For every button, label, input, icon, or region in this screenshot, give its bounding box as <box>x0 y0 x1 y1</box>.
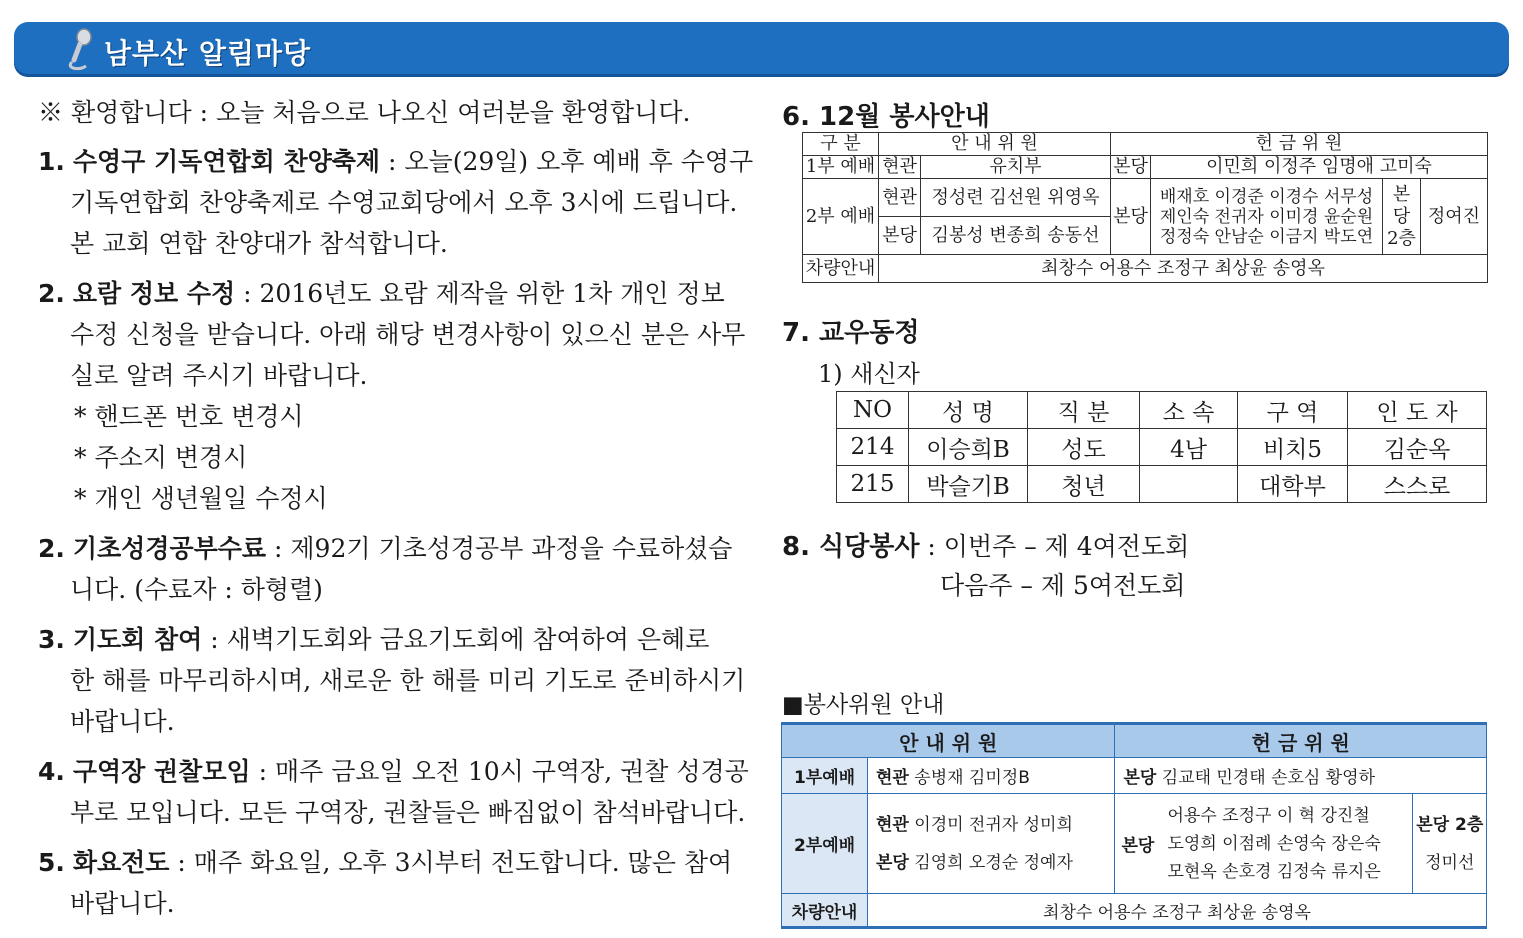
table-row-label: 차량안내 <box>782 894 868 928</box>
item-separator: : <box>380 147 405 176</box>
table-cell: 김봉성 변종희 송동선 <box>921 217 1111 255</box>
table-cell: 본당 <box>1111 179 1151 255</box>
volunteer-title: ■봉사위원 안내 <box>782 692 945 718</box>
table-cell: 현관 송병재 김미정B <box>868 758 1115 794</box>
table-header: 헌 금 위 원 <box>1111 133 1488 156</box>
table-cell: 4남 <box>1140 429 1238 466</box>
table-cell: 이승희B <box>909 429 1028 466</box>
table-cell: 본당 <box>1111 156 1151 179</box>
left-column <box>38 92 753 933</box>
item-separator: : <box>202 625 227 654</box>
new-members-table <box>836 391 1487 503</box>
table-cell: 현관 <box>879 179 921 217</box>
item-sub-bullet: * 주소지 변경시 <box>74 443 248 472</box>
table-cell: 2부 예배 <box>803 179 879 255</box>
item-text: 제92기 기초성경공부 과정을 수료하셨습 <box>290 534 733 563</box>
table-cell: 스스로 <box>1348 466 1487 503</box>
item-text: 매주 금요일 오전 10시 구역장, 권찰 성경공 <box>274 757 749 786</box>
item-separator: : <box>169 848 194 877</box>
item-heading: 화요전도 <box>72 848 170 877</box>
item-heading: 기초성경공부수료 <box>72 534 267 563</box>
table-header: 구 분 <box>803 133 879 156</box>
item-number: 2. <box>38 279 65 308</box>
header-title: 남부산 알림마당 <box>104 37 312 70</box>
item-number: 2. <box>38 534 65 563</box>
table-cell: 현관 이경미 전귀자 성미희 본당 김영희 오경순 정예자 <box>868 794 1115 894</box>
section-8 <box>782 526 1189 563</box>
section-8-line: : 이번주 – 제 4여전도회 <box>919 532 1190 561</box>
table-header: 안 내 위 원 <box>782 724 1115 758</box>
notice-item <box>38 619 753 742</box>
table-cell: 본당 김교태 민경태 손호심 황영하 <box>1115 758 1487 794</box>
item-separator: : <box>266 534 291 563</box>
notice-item <box>38 751 753 833</box>
table-cell: 본당 어용수 조정구 이 혁 강진철 도영희 이점례 손영숙 장은숙 모현옥 손호경 김정숙 류지은 <box>1115 794 1413 894</box>
table-header: 헌 금 위 원 <box>1115 724 1487 758</box>
item-separator: : <box>235 279 260 308</box>
section-8-line-2: 다음주 – 제 5여전도회 <box>940 571 1186 600</box>
table-cell-line: 정정숙 안남순 이금지 박도연 <box>1159 226 1374 247</box>
table-cell: 비치5 <box>1238 429 1348 466</box>
table-cell <box>1140 466 1238 503</box>
notice-item <box>38 528 753 610</box>
item-separator: : <box>250 757 275 786</box>
item-number: 1. <box>38 147 65 176</box>
item-text: 부로 모입니다. 모든 구역장, 권찰들은 빠짐없이 참석바랍니다. <box>70 798 746 827</box>
table-cell: 본당 2층 정미선 <box>1413 794 1487 894</box>
item-text: 수정 신청을 받습니다. 아래 해당 변경사항이 있으신 분은 사무 <box>70 320 746 349</box>
table-cell: 214 <box>837 429 909 466</box>
table-cell: 최창수 어용수 조정구 최상윤 송영옥 <box>868 894 1487 928</box>
table-header: 소 속 <box>1140 392 1238 429</box>
item-text: 새벽기도회와 금요기도회에 참여하여 은혜로 <box>226 625 710 654</box>
welcome-line: ※ 환영합니다 : 오늘 처음으로 나오신 여러분을 환영합니다. <box>38 98 691 127</box>
volunteer-table <box>781 722 1487 929</box>
table-cell: 본당 <box>879 217 921 255</box>
table-cell: 차량안내 <box>803 255 879 283</box>
item-text: 바랍니다. <box>70 707 175 736</box>
table-cell: 현관 <box>879 156 921 179</box>
item-number: 3. <box>38 625 65 654</box>
item-sub-bullet: * 개인 생년월일 수정시 <box>74 484 328 513</box>
table-cell-line: 제인숙 전귀자 이미경 윤순원 <box>1159 206 1374 227</box>
notice-item <box>38 141 753 264</box>
item-heading: 요람 정보 수정 <box>72 279 236 308</box>
notice-item <box>38 273 753 519</box>
section-6-title: 6. 12월 봉사안내 <box>782 102 990 132</box>
table-cell: 이민희 이정주 임명애 고미숙 <box>1151 156 1488 179</box>
table-cell: 215 <box>837 466 909 503</box>
item-text: 한 해를 마무리하시며, 새로운 한 해를 미리 기도로 준비하시기 <box>70 666 746 695</box>
table-row <box>837 429 1487 466</box>
table-header: 안 내 위 원 <box>879 133 1111 156</box>
table-cell-line: 배재호 이경준 이경수 서무성 <box>1159 186 1374 207</box>
table-header: NO <box>837 392 909 429</box>
december-service-table <box>802 132 1488 283</box>
table-cell: 김순옥 <box>1348 429 1487 466</box>
item-heading: 기도회 참여 <box>72 625 203 654</box>
table-cell: 본당 2층 <box>1383 179 1421 255</box>
table-cell: 최창수 어용수 조정구 최상윤 송영옥 <box>879 255 1488 283</box>
table-cell: 유치부 <box>921 156 1111 179</box>
section-header-bar <box>14 22 1509 77</box>
item-heading: 수영구 기독연합회 찬양축제 <box>72 147 381 176</box>
item-text: 실로 알려 주시기 바랍니다. <box>70 361 368 390</box>
item-text: 2016년도 요람 제작을 위한 1차 개인 정보 <box>259 279 725 308</box>
table-row-label: 2부예배 <box>782 794 868 894</box>
table-header: 구 역 <box>1238 392 1348 429</box>
table-cell: 정성련 김선원 위영옥 <box>921 179 1111 217</box>
table-cell: 성도 <box>1028 429 1140 466</box>
table-row <box>837 466 1487 503</box>
notice-item <box>38 842 753 924</box>
section-8-title: 8. 식당봉사 <box>782 532 920 562</box>
microphone-icon <box>64 28 98 72</box>
item-number: 4. <box>38 757 65 786</box>
new-members-subtitle: 1) 새신자 <box>818 360 920 388</box>
table-cell: 1부 예배 <box>803 156 879 179</box>
item-text: 기독연합회 찬양축제로 수영교회당에서 오후 3시에 드립니다. <box>70 188 738 217</box>
table-cell: 청년 <box>1028 466 1140 503</box>
table-header: 직 분 <box>1028 392 1140 429</box>
table-cell: 정여진 <box>1421 179 1488 255</box>
item-text: 매주 화요일, 오후 3시부터 전도합니다. 많은 참여 <box>193 848 733 877</box>
table-cell: 대학부 <box>1238 466 1348 503</box>
item-text: 오늘(29일) 오후 예배 후 수영구 <box>404 147 754 176</box>
item-text: 바랍니다. <box>70 889 175 918</box>
table-row-label: 1부예배 <box>782 758 868 794</box>
item-sub-bullet: * 핸드폰 번호 변경시 <box>74 402 304 431</box>
item-heading: 구역장 권찰모임 <box>72 757 251 786</box>
table-cell: 박슬기B <box>909 466 1028 503</box>
item-text: 니다. (수료자 : 하형렬) <box>70 575 323 604</box>
section-7-title: 7. 교우동정 <box>782 318 920 348</box>
table-header: 인 도 자 <box>1348 392 1487 429</box>
table-header: 성 명 <box>909 392 1028 429</box>
item-text: 본 교회 연합 찬양대가 참석합니다. <box>70 229 448 258</box>
item-number: 5. <box>38 848 65 877</box>
